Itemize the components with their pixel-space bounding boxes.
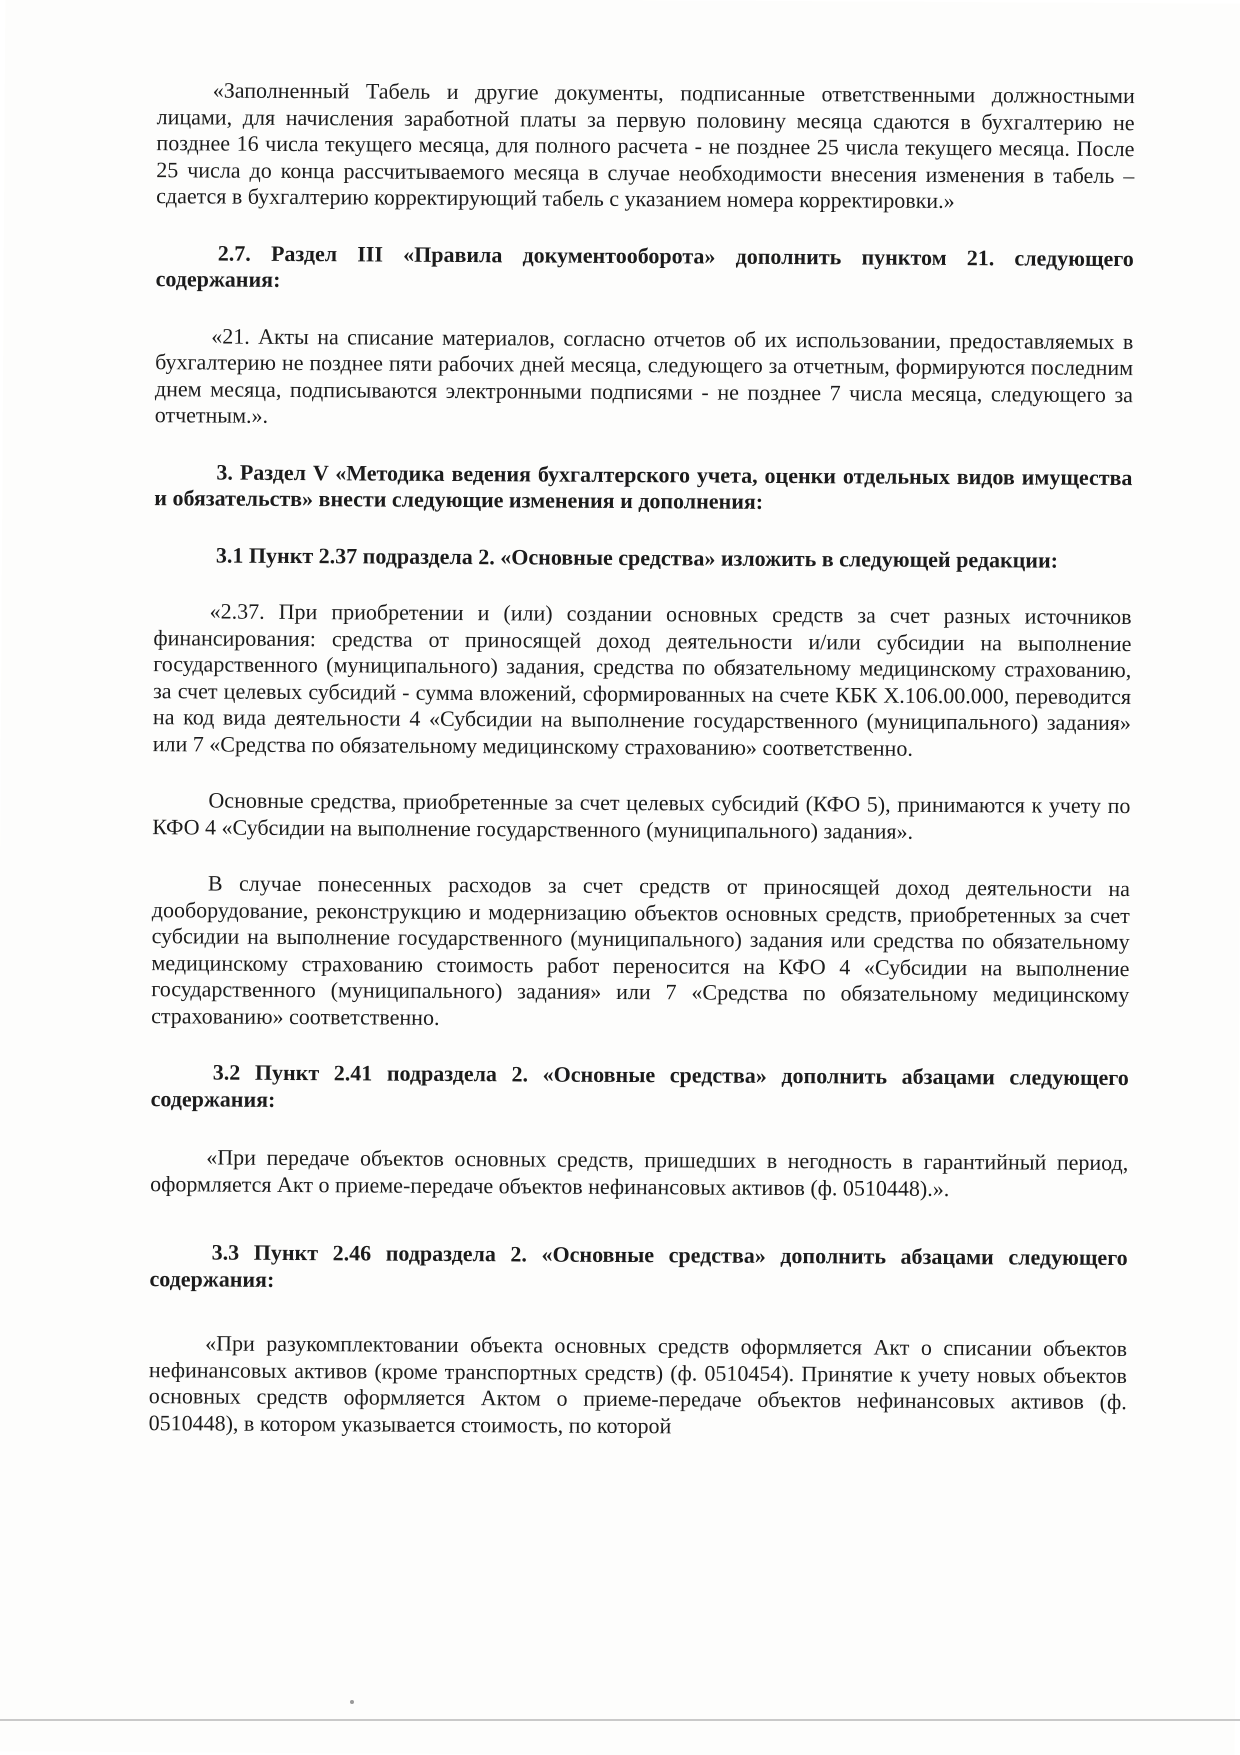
paragraph-fixed-assets-kfo: Основные средства, приобретенные за счет целевых субсидий (КФО 5), принимаются к учету по КФО 4 «Субсидии на выполнение государственного (муниципального) задания». — [152, 787, 1131, 844]
heading-3-2: 3.2 Пункт 2.41 подраздела 2. «Основные средства» дополнить абзацами следующего содержания: — [150, 1059, 1129, 1112]
heading-2-7: 2.7. Раздел III «Правила документооборота» дополнить пунктом 21. следующего содержания: — [155, 240, 1134, 292]
paragraph-expenses-case: В случае понесенных расходов за счет средств от приносящей доход деятельности на дооборудование, реконструкцию и модернизацию объектов основных средств, приобретенных за счет субсидии на выполнение государственного (муниципального) задания или средства по обязательному медицинскому страхованию стоимость работ переносится на КФО 4 «Субсидии на выполнение государственного (муниципального) задания» или 7 «Средства по обязательному медицинскому страхованию» соответственно. — [151, 870, 1131, 1030]
heading-3: 3. Раздел V «Методика ведения бухгалтерского учета, оценки отдельных видов имущества и обязательств» внести следующие изменения и дополнения: — [154, 459, 1133, 514]
scan-speck — [350, 1700, 354, 1704]
scan-edge-line — [0, 1719, 1240, 1721]
paragraph-2-37: «2.37. При приобретении и (или) создании основных средств за счет разных источников финансирования: средства от приносящей доход деятельности и/или субсидии на выполнение государственного (муниципального) задания, средства по обязательному медицинскому страхованию, за счет целевых субсидий - сумма вложений, сформированных на счете КБК Х.106.00.000, переводится на код вида деятельности 4 «Субсидии на выполнение государственного (муниципального) задания» или 7 «Средства по обязательному медицинскому страхованию» соответственно. — [152, 598, 1132, 761]
paragraph-transfer: «При передаче объектов основных средств, пришедших в негодность в гарантийный период, оформляется Акт о приеме-передаче объектов нефинансовых активов (ф. 0510448).». — [150, 1144, 1129, 1201]
paragraph-timesheet: «Заполненный Табель и другие документы, подписанные ответственными должностными лицами, для начисления заработной платы за первую половину месяца сдаются в бухгалтерию не позднее 16 числа текущего месяца, для полного расчета - не позднее 25 числа текущего месяца. После 25 числа до конца рассчитываемого месяца в случае необходимости внесения изменения в табель – сдается в бухгалтерию корректирующий табель с указанием номера корректировки.» — [156, 77, 1135, 214]
heading-3-3: 3.3 Пункт 2.46 подраздела 2. «Основные средства» дополнить абзацами следующего содержания: — [149, 1239, 1128, 1292]
paragraph-item-21: «21. Акты на списание материалов, согласно отчетов об их использовании, предоставляемых в бухгалтерию не позднее пяти рабочих дней месяца, следующего за отчетным, формируются последним днем месяца, подписываются электронными подписями - не позднее 7 числа месяца, следующего за отчетным.». — [154, 322, 1134, 428]
heading-3-1: 3.1 Пункт 2.37 подраздела 2. «Основные средства» изложить в следующей редакции: — [215, 542, 1059, 573]
paragraph-disassembly: «При разукомплектовании объекта основных средств оформляется Акт о списании объектов нефинансовых активов (кроме транспортных средств) (ф. 0510454). Принятие к учету новых объектов основных средств оформляется Актом о приеме-передаче объектов нефинансовых активов (ф. 0510448), в котором указывается стоимость, по которой — [148, 1330, 1128, 1438]
